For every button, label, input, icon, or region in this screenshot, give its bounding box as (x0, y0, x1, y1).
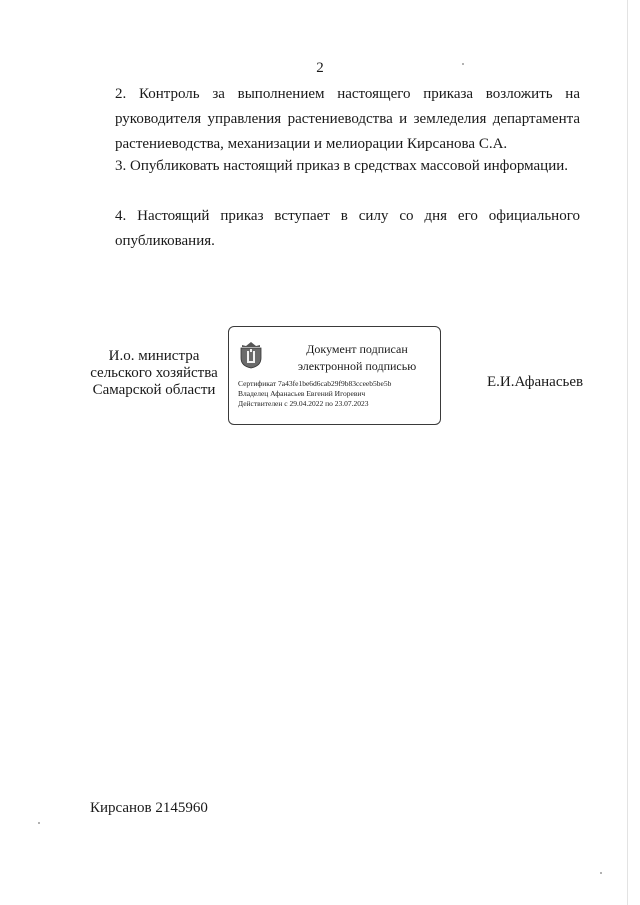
signer-title (80, 348, 228, 399)
paragraph-control: 2. Контроль за выполнением настоящего приказа возложить на руководителя управления растениеводства и земледелия департамента растениеводства, механизации и мелиорации Кирсанова С.А. (115, 86, 580, 152)
stamp-owner: Владелец Афанасьев Евгений Игоревич (238, 389, 366, 398)
stamp-certificate: Сертификат 7a43fe1be6d6cab29f9b83cceeb5be5b (238, 379, 392, 388)
paragraph-effective: 4. Настоящий приказ вступает в силу со дня его официального опубликования. (115, 208, 580, 249)
signer-name: Е.И.Афанасьев (487, 374, 584, 390)
scan-speck (600, 872, 602, 874)
scan-speck (38, 822, 40, 824)
electronic-signature-stamp (228, 326, 441, 425)
paragraph-publish: 3. Опубликовать настоящий приказ в средствах массовой информации. (115, 158, 569, 174)
signer-title-line: сельского хозяйства (90, 365, 218, 381)
stamp-header (277, 341, 437, 375)
samara-coat-of-arms-icon (238, 339, 264, 369)
signer-title-line: И.о. министра (108, 348, 200, 364)
page-number: 2 (316, 60, 324, 76)
stamp-header-line: электронной подписью (297, 359, 417, 373)
footer-author: Кирсанов 2145960 (90, 800, 208, 816)
stamp-header-line: Документ подписан (306, 342, 408, 356)
scan-edge (627, 0, 628, 905)
stamp-validity: Действителен с 29.04.2022 по 23.07.2023 (238, 399, 369, 408)
signer-title-line: Самарской области (92, 382, 216, 398)
stamp-details (238, 379, 391, 409)
